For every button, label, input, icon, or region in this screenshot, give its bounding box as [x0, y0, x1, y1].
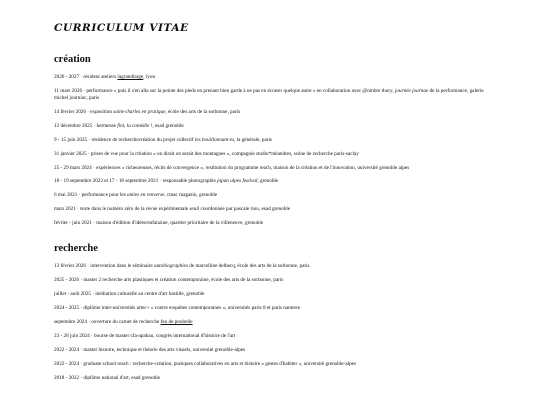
italic-title: autobiographies	[153, 263, 188, 270]
italic-title: les bouillonnant·es	[194, 136, 235, 143]
list-item	[54, 206, 484, 213]
list-item	[54, 319, 484, 326]
italic-title: saint-charles en pratique	[113, 108, 166, 115]
entry-text: 25 - 29 mars 2024 · expériences « richeureuses, récits de convergence », restitution du programme reach, maison de la création et de l'innovation, université grenoble alpes	[54, 164, 410, 171]
list-item	[54, 151, 484, 158]
entry-text: 12 décembre 2025 · kermesse	[54, 122, 118, 129]
entry-text: 14 février 2026 · exposition	[54, 108, 114, 115]
italic-title: fini, la comédie !	[117, 122, 153, 129]
entry-text: 9 - 15 juin 2025 · résidence de recherchecréation du projet collectif	[54, 136, 195, 143]
list-item	[54, 165, 484, 172]
entry-text: 6 mai 2021 · performance pour les	[54, 192, 128, 199]
entry-text: 2022 - 2024 · graduate school reach : recherche-création, pratiques collaboratives en arts et histoire « gestes d'habiter », université grenoble-alpes	[54, 360, 356, 367]
entry-text: 11 mars 2026 · performance « puis il s'en alla sur la pointe des pieds en prenant bien garde à ne pas en écraser quelque autre » en collaboration avec @ombre thury,	[54, 87, 395, 94]
entry-text: , esad grenoble	[152, 122, 184, 129]
list-item	[54, 361, 484, 368]
list-item	[54, 347, 484, 354]
list-item	[54, 291, 484, 298]
section-creation	[54, 54, 540, 227]
entry-text: 13 février 2026 · intervention dans le séminaire	[54, 263, 154, 270]
entry-text: mars 2021 · texte dans le numéro zéro de la revue expérimentale	[54, 206, 190, 213]
list-item	[54, 192, 484, 199]
list-item	[54, 109, 484, 116]
creation-list	[54, 74, 484, 227]
link[interactable]: lagrandlarge	[117, 74, 144, 80]
entry-text: juillet - août 2025 · médiation culturelle au centre d'art bastille, grenoble	[54, 291, 205, 297]
italic-title: seuil	[189, 206, 200, 213]
section-title-recherche: recherche	[54, 243, 98, 255]
section-title-creation: création	[54, 54, 91, 65]
entry-text: de la performance, galerie michel journiac, paris	[54, 87, 484, 101]
entry-text: 2018 - 2022 · diplôme national d'art, esad grenoble	[54, 374, 160, 381]
italic-title: journée journue	[394, 87, 429, 94]
entry-text: 31 janvier 2025 · prises de vue pour la création « on dirait on serait des montagnes », compagnie studio*méandres, scène de recherche paris-saclay	[54, 150, 359, 157]
entry-text: coordonnée par pascale riou, esad grenoble	[199, 206, 291, 213]
list-item	[54, 305, 484, 312]
list-item	[54, 74, 484, 81]
entry-text: , cmac magasin, grenoble	[164, 192, 218, 199]
entry-text: de marcelline delbecq, école des arts de la sorbonne, paris	[188, 263, 310, 270]
entry-text: , école des arts de la sorbonne, paris	[165, 108, 241, 115]
list-item	[54, 178, 484, 185]
entry-text: 23 - 28 juin 2024 · bourse de master cfa-apahau, congrès international d'histoire de l'art	[54, 332, 236, 339]
section-recherche	[54, 243, 540, 381]
list-item	[54, 137, 484, 144]
list-item	[54, 88, 484, 101]
entry-text: février - juin 2021 · maison d'édition d'idées/enfanzine, quartier prioritaire de la villeneuve, grenoble	[54, 220, 264, 227]
italic-title: amies en renverse	[127, 192, 165, 199]
italic-title: japan alpes festival	[217, 178, 258, 185]
entry-text: 18 - 19 septembre 2022 et 17 - 18 septembre 2021 · responsable photographie	[54, 178, 218, 185]
link[interactable]: feu de poubelle	[160, 318, 193, 325]
recherche-list	[54, 263, 484, 381]
entry-text: , grenoble	[257, 178, 279, 185]
entry-text: , la générale, paris	[234, 136, 272, 143]
list-item	[54, 123, 484, 130]
list-item	[54, 263, 484, 270]
entry-text: 2026 - 2027 · résident ateliers	[54, 74, 118, 80]
page-title: CURRICULUM VITAE	[54, 22, 189, 34]
entry-text: , lyon	[143, 74, 156, 80]
entry-text: 2024 - 2025 · diplôme inter-universités artec+ « contre enquêtes contemporaines », universités paris 8 et paris nanterre	[54, 304, 301, 311]
list-item	[54, 375, 484, 382]
entry-text: septembre 2024 · ouverture du carnet de recherche	[54, 318, 161, 325]
entry-text: 2022 - 2024 · master histoire, technique et théorie des arts visuels, université grenoble-alpes	[54, 346, 246, 353]
list-item	[54, 333, 484, 340]
list-item	[54, 277, 484, 284]
entry-text: 2025 - 2026 · master 2 recherche arts plastiques et création contemporaine, école des arts de la sorbonne, paris	[54, 277, 284, 284]
list-item	[54, 220, 484, 227]
